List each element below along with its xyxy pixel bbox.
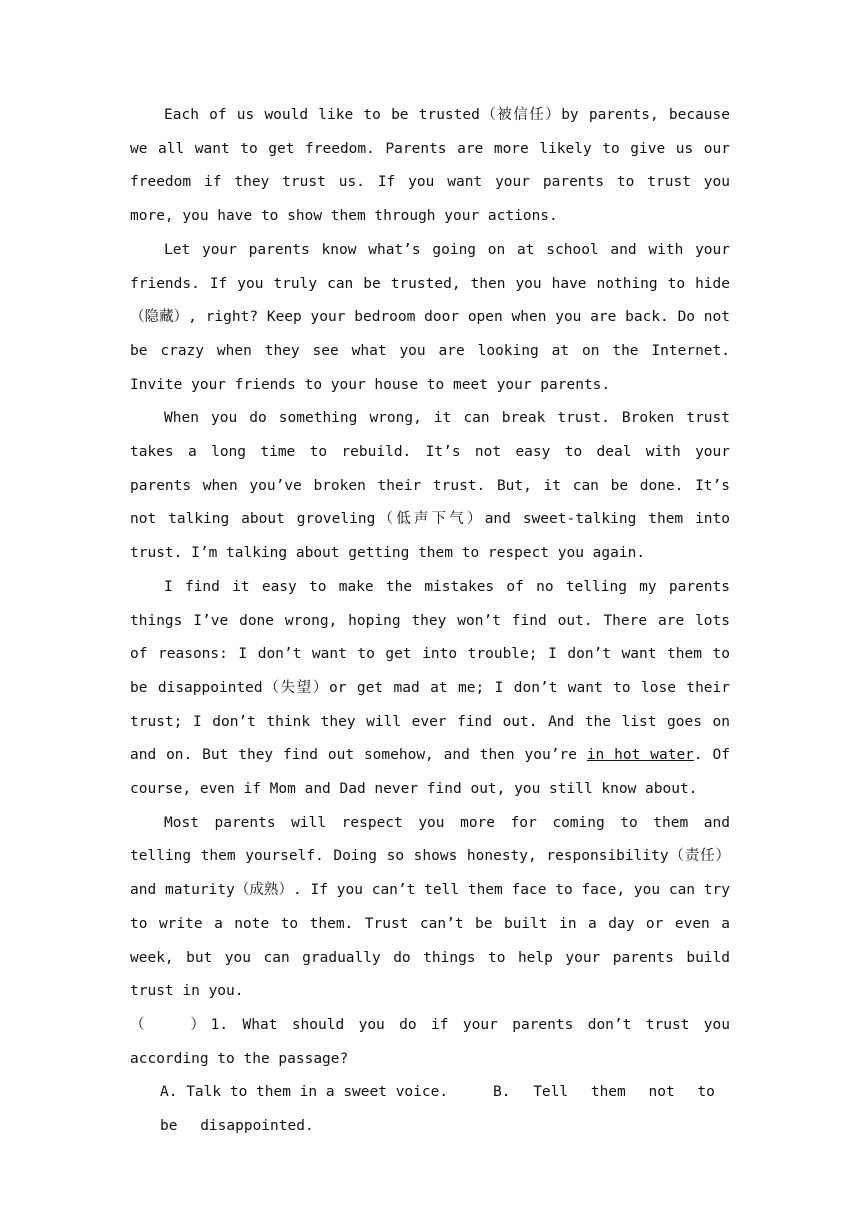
paragraph-3: When you do something wrong, it can break trust. Broken trust takes a long time to rebuild. It’s not easy to deal with your parents when you’ve broken their trust. But, it can be done. It’s not talking about groveling（低声下气）and sweet-talking them into trust. I’m talking about getting them to respect you again. xyxy=(130,410,730,562)
paragraph-5: Most parents will respect you more for coming to them and telling them yourself. Doing so shows honesty, responsibility（责任）and maturity（成熟）. If you can’t tell them face to face, you can try to write a note to them. Trust can’t be built in a day or even a week, but you can gradually do things to help your parents build trust in you. xyxy=(130,814,730,1000)
paragraph-2: Let your parents know what’s going on at school and with your friends. If you truly can be trusted, then you have nothing to hide（隐藏）, right? Keep your bedroom door open when you are back. Do not be crazy when they see what you are looking at on the Internet. Invite your friends to your house to meet your parents. xyxy=(130,241,730,393)
paragraph-4-after: . Of course, even if Mom and Dad never find out, you still know about. xyxy=(130,747,731,798)
question-1-options xyxy=(130,1076,730,1143)
option-a: A. Talk to them in a sweet voice. xyxy=(160,1084,449,1101)
question-1-stem: （ ）1. What should you do if your parents don’t trust you according to the passage? xyxy=(130,1016,730,1067)
document-page xyxy=(130,99,730,1144)
option-b: B. Tell them not to be disappointed. xyxy=(160,1084,715,1135)
paragraph-4-before: I find it easy to make the mistakes of no telling my parents things I’ve done wrong, hoping they won’t find out. There are lots of reasons: I don’t want to get into trouble; I don’t want them to be disappointed（失望）or get mad at me; I don’t want to lose their trust; I don’t think they will ever find out. And the list goes on and on. But they find out somehow, and then you’re xyxy=(130,578,730,764)
paragraph-1: Each of us would like to be trusted（被信任）by parents, because we all want to get freedom. Parents are more likely to give us our freedom if they trust us. If you want your parents to trust you more, you have to show them through your actions. xyxy=(130,107,730,225)
underlined-phrase: in hot water xyxy=(586,747,694,764)
paragraph-4 xyxy=(130,571,730,807)
